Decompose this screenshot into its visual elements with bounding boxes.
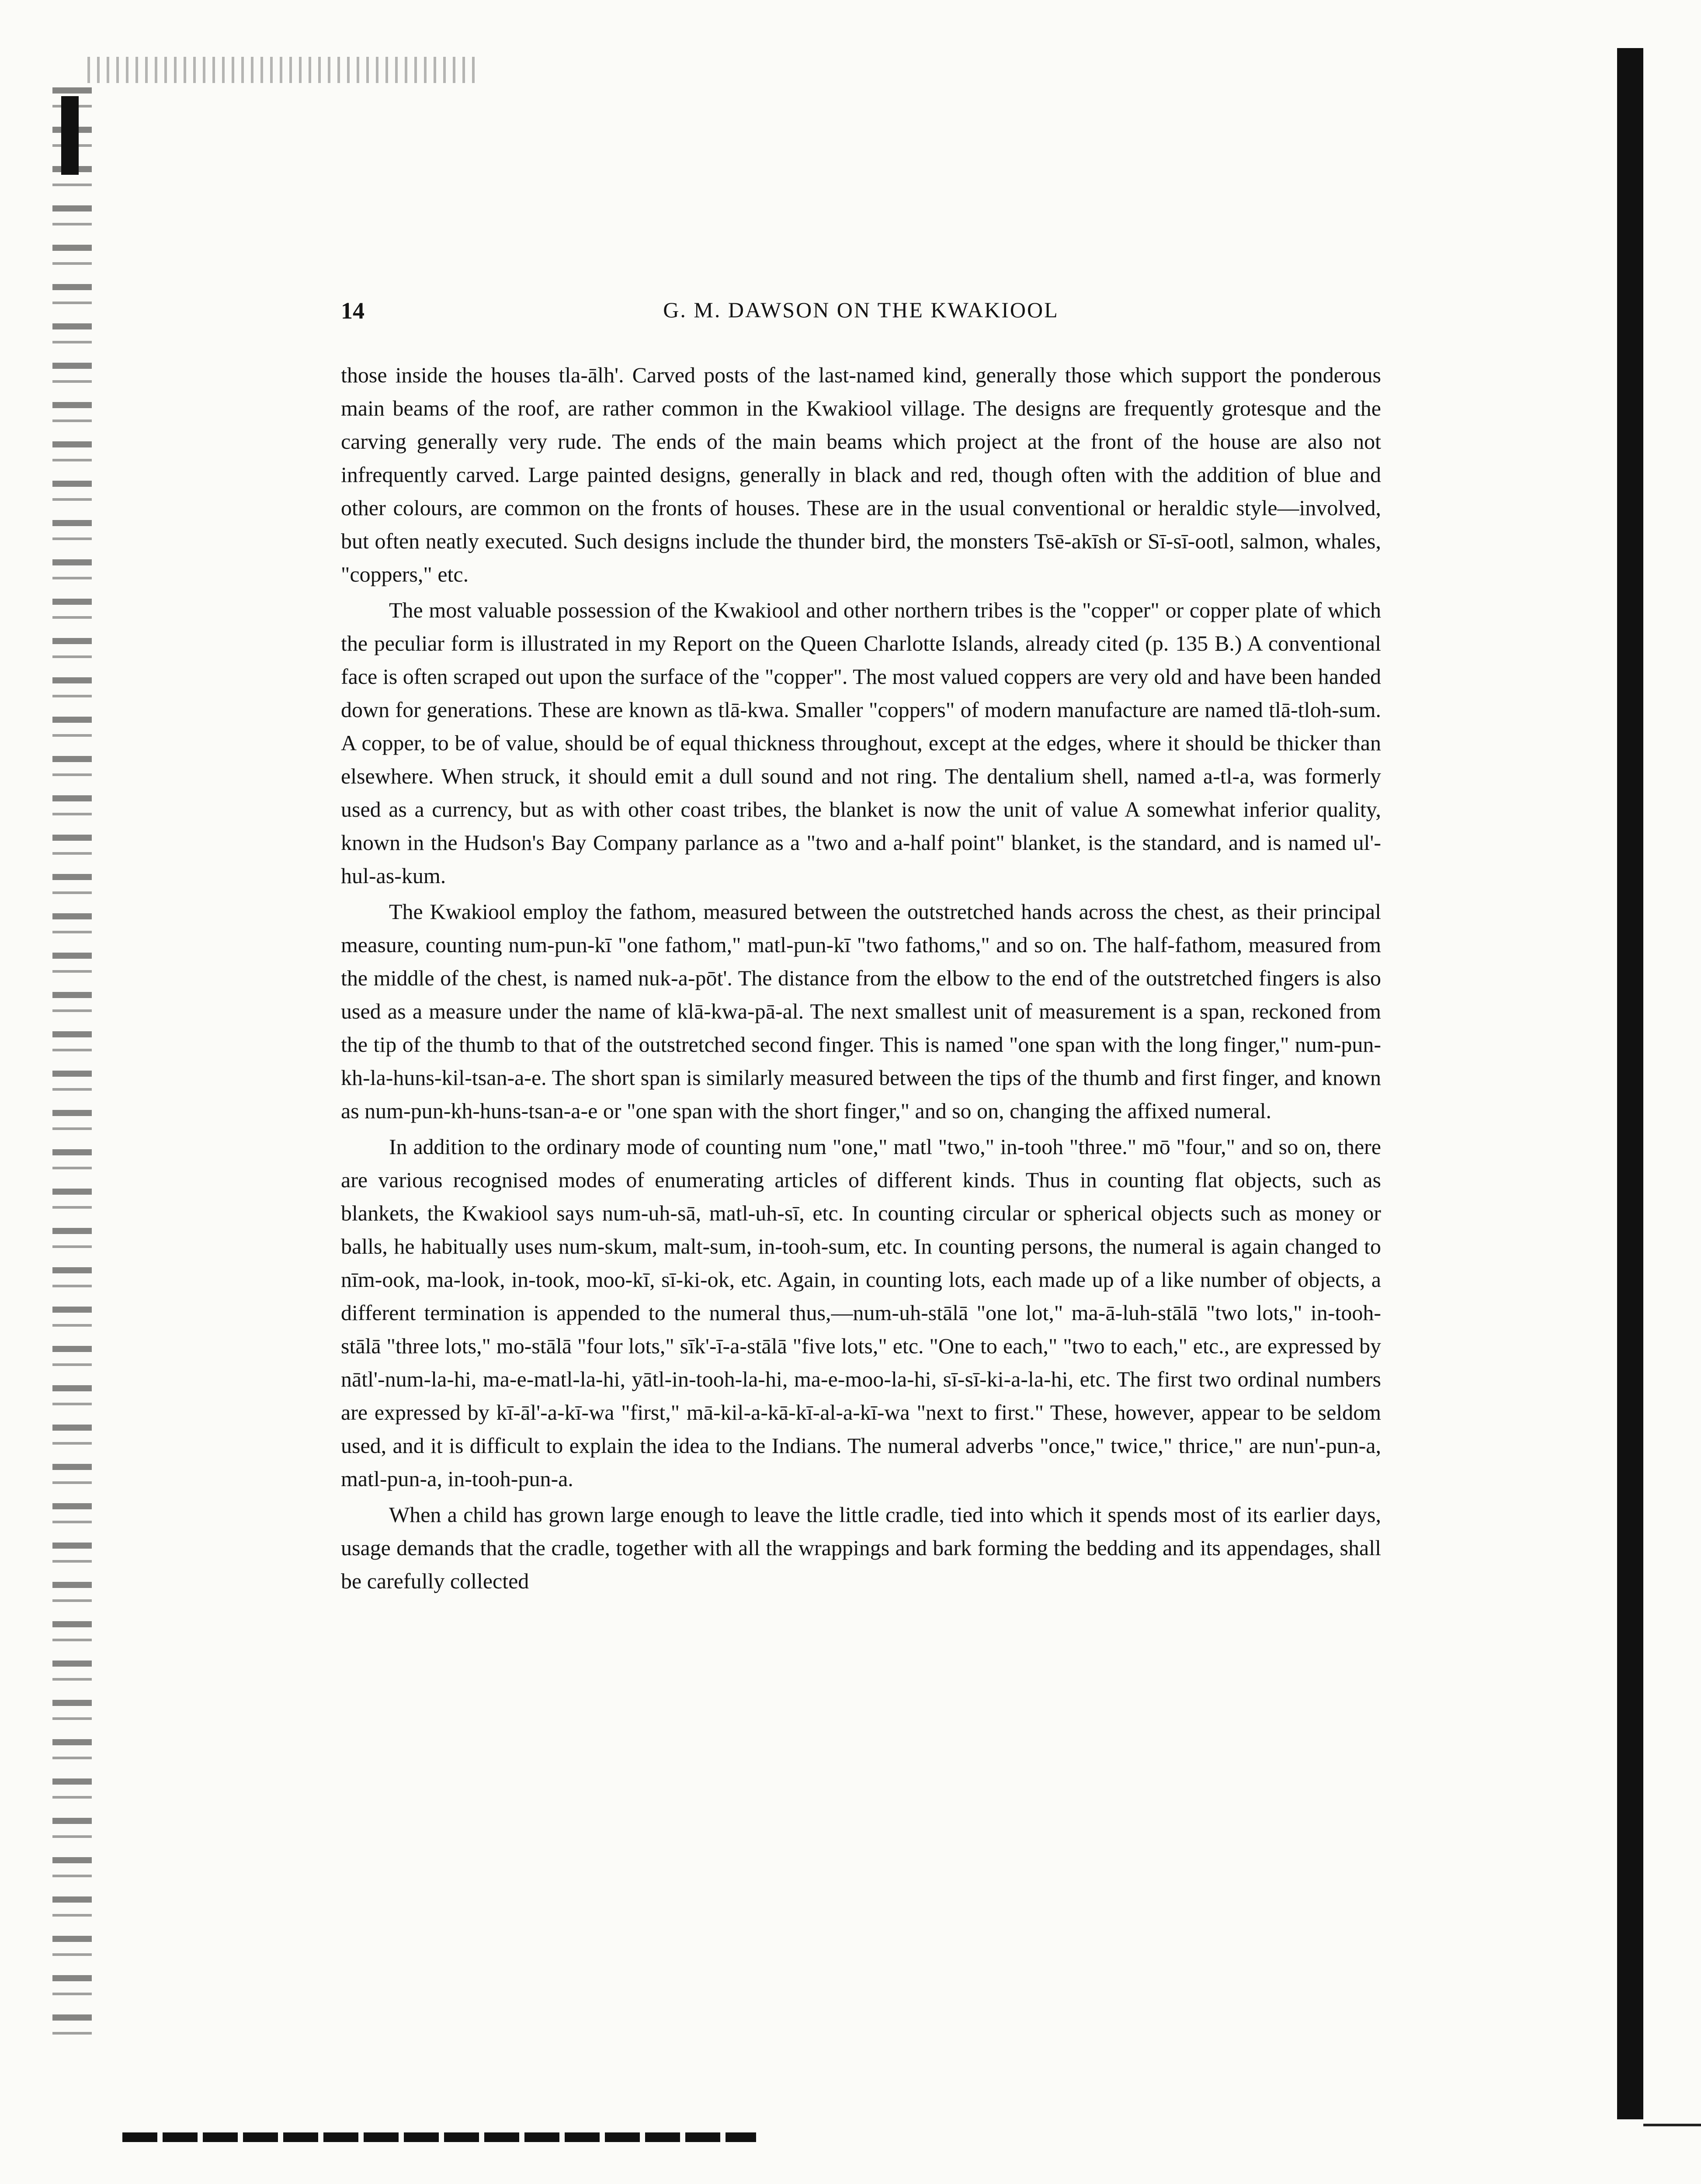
- paragraph-4: In addition to the ordinary mode of counting num "one," matl "two," in-tooh "three." mō "four," and so on, there are various recognised modes of enumerating articles of different kinds. Thus in counting flat objects, such as blankets, the Kwakiool says num-uh-sā, matl-uh-sī, etc. In counting circular or spherical objects such as money or balls, he habitually uses num-skum, malt-sum, in-tooh-sum, etc. In counting persons, the numeral is again changed to nīm-ook, ma-look, in-took, moo-kī, sī-ki-ok, etc. Again, in counting lots, each made up of a like number of objects, a different termination is appended to the numeral thus,—num-uh-stālā "one lot," ma-ā-luh-stālā "two lots," in-tooh-stālā "three lots," mo-stālā "four lots," sīk'-ī-a-stālā "five lots," etc. "One to each," "two to each," etc., are expressed by nātl'-num-la-hi, ma-e-matl-la-hi, yātl-in-tooh-la-hi, ma-e-moo-la-hi, sī-sī-ki-a-la-hi, etc. The first two ordinal numbers are expressed by kī-āl'-a-kī-wa "first," mā-kil-a-kā-kī-al-a-kī-wa "next to first." These, however, appear to be seldom used, and it is difficult to explain the idea to the Indians. The numeral adverbs "once," twice," thrice," are nun'-pun-a, matl-pun-a, in-tooh-pun-a.: [341, 1134, 1381, 1491]
- running-head: G. M. DAWSON ON THE KWAKIOOL: [663, 298, 1059, 322]
- paragraph-1: those inside the houses tla-ālh'. Carved posts of the last-named kind, generally those which support the ponderous main beams of the roof, are rather common in the Kwakiool village. The designs are frequently grotesque and the carving generally very rude. The ends of the main beams which project at the front of the house are also not infrequently carved. Large painted designs, generally in black and red, though often with the addition of blue and other colours, are common on the fronts of houses. These are in the usual conventional or heraldic style—involved, but often neatly executed. Such designs include the thunder bird, the monsters Tsē-akīsh or Sī-sī-ootl, salmon, whales, "coppers," etc.: [341, 363, 1381, 586]
- page-header: [341, 297, 1381, 332]
- scan-artifact-bottom-right: [1643, 2124, 1701, 2126]
- scan-artifact-left-mark: [61, 96, 79, 175]
- body-text: [341, 358, 1381, 1600]
- paragraph-2: The most valuable possession of the Kwakiool and other northern tribes is the "copper" or copper plate of which the peculiar form is illustrated in my Report on the Queen Charlotte Islands, already cited (p. 135 B.) A conventional face is often scraped out upon the surface of the "copper". The most valued coppers are very old and have been handed down for generations. These are known as tlā-kwa. Smaller "coppers" of modern manufacture are named tlā-tloh-sum. A copper, to be of value, should be of equal thickness throughout, except at the edges, where it should be thicker than elsewhere. When struck, it should emit a dull sound and not ring. The dentalium shell, named a-tl-a, was formerly used as a currency, but as with other coast tribes, the blanket is now the unit of value A somewhat inferior quality, known in the Hudson's Bay Company parlance as a "two and a-half point" blanket, is the standard, and is named ul'-hul-as-kum.: [341, 598, 1381, 888]
- paragraph-3: The Kwakiool employ the fathom, measured between the outstretched hands across the chest, as their principal measure, counting num-pun-kī "one fathom," matl-pun-kī "two fathoms," and so on. The half-fathom, measured from the middle of the chest, is named nuk-a-pōt'. The distance from the elbow to the end of the outstretched fingers is also used as a measure under the name of klā-kwa-pā-al. The next smallest unit of measurement is a span, reckoned from the tip of the thumb to that of the outstretched second finger. This is named "one span with the long finger," num-pun-kh-la-huns-kil-tsan-a-e. The short span is similarly measured between the tips of the thumb and first finger, and known as num-pun-kh-huns-tsan-a-e or "one span with the short finger," and so on, changing the affixed numeral.: [341, 899, 1381, 1123]
- scan-artifact-top-edge: [87, 57, 481, 83]
- page-number: 14: [341, 298, 364, 324]
- scan-artifact-bottom-edge: [122, 2132, 756, 2142]
- paragraph-5: When a child has grown large enough to leave the little cradle, tied into which it spends most of its earlier days, usage demands that the cradle, together with all the wrappings and bark forming the bedding and its appendages, shall be carefully collected: [341, 1502, 1381, 1593]
- scan-artifact-right-binding: [1617, 48, 1643, 2119]
- scan-artifact-left-edge: [52, 87, 92, 2054]
